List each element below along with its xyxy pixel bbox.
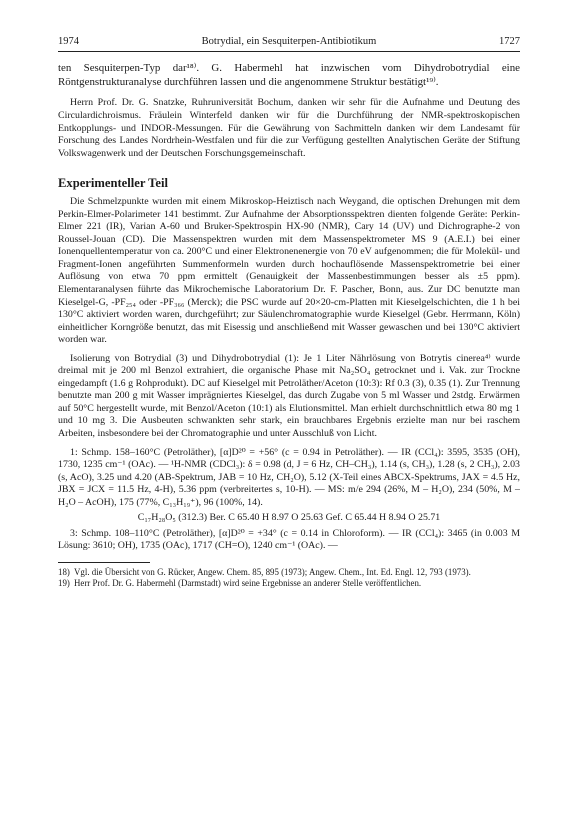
header-title: Botrydial, ein Sesquiterpen-Antibiotikum [201, 36, 377, 47]
compound-1-data: 1: Schmp. 158–160°C (Petroläther), [α]D²⁰ = +56° (c = 0.94 in Petroläther). — IR (CCl₄): 3595, 3535 (OH), 1730, 1235 cm⁻¹ (OAc). — ¹H-NMR (CDCl₃): δ = 0.98 (d, J = 6 Hz, CH–CH₃), 1.14 (s, CH₃), 1.28 (s, 2 CH₃), 2.03 (s, AcO), 3.25 und 4.20 (AB-Spektrum, JAB = 10 Hz, CH₂O), 5.12 (X-Teil eines ABCX-Spektrums, JAX = 4.5 Hz, JBX = JCX = 11.5 Hz, 4-H), 5.36 ppm (verbreitertes s, 10-H). — MS: m/e 294 (26%, M – H₂O), 234 (50%, M – H₂O – AcOH), 175 (77%, C₁₃H₁₉⁺), 96 (100%, 14). [58, 446, 520, 508]
acknowledgement-paragraph: Herrn Prof. Dr. G. Snatzke, Ruhruniversität Bochum, danken wir sehr für die Aufnahme und Deutung des Circulardichroismus. Fräulein Winterfeld danken wir für die Durchführung der NMR-spektroskopischen Entkopplungs- und INDOR-Messungen. Für die Gewährung von Sachmitteln danken wir dem Landesamt für Forschung des Landes Nordrhein-Westfalen und für die zur Verfügung gestellten Analytischen Geräte der Stiftung Volkswagenwerk und der Deutschen Forschungsgemeinschaft. [58, 97, 520, 159]
footnote-number: 19) [58, 577, 70, 588]
header-year: 1974 [58, 36, 79, 47]
footnote-text: Vgl. die Übersicht von G. Rücker, Angew. Chem. 85, 895 (1973); Angew. Chem., Int. Ed. Engl. 12, 793 (1973). [74, 566, 471, 577]
running-header [58, 36, 520, 48]
header-page-number: 1727 [499, 36, 520, 47]
page [58, 36, 520, 589]
elemental-analysis: C₁₇H₂₈O₅ (312.3) Ber. C 65.40 H 8.97 O 25.63 Gef. C 65.44 H 8.94 O 25.71 [137, 512, 441, 524]
isolation-paragraph: Isolierung von Botrydial (3) und Dihydrobotrydial (1): Je 1 Liter Nährlösung von Botrytis cinerea⁴⁾ wurde dreimal mit je 200 ml Benzol extrahiert, die organische Phase mit Na₂SO₄ getrocknet und i. Vak. zur Trockne eingedampft (1.6 g Rohprodukt). DC auf Kieselgel mit Petroläther/Aceton (10:3): Rf 0.3 (3), 0.35 (1). Zur Trennung benutzte man 200 g mit Wasser imprägniertes Kieselgel, das durch Zugabe von 5 ml Wasser und 2stdg. Erwärmen auf 50°C hergestellt wurde, mit Benzol/Aceton (10:1) als Elutionsmittel. Man erhielt durchschnittlich etwa 80 mg 1 und 10 mg 3. Die Ausbeuten schwankten sehr stark, ein brauchbares Ergebnis erzielte man nur bei raschem Arbeiten, insbesondere bei der Chromatographie und unter Ausschluß von Licht. [58, 352, 520, 439]
footnote-text: Herr Prof. Dr. G. Habermehl (Darmstadt) wird seine Ergebnisse an anderer Stelle veröffentlichen. [74, 577, 422, 588]
experimental-paragraph: Die Schmelzpunkte wurden mit einem Mikroskop-Heiztisch nach Weygand, die optischen Drehungen mit dem Perkin-Elmer-Polarimeter 141 bestimmt. Zur Aufnahme der Absorptionsspektren dienten folgende Geräte: Perkin-Elmer 221 (IR), Varian A-60 und Bruker-Spektrospin HX-90 (NMR), Cary 14 (UV) und Dichrographe-2 von Roussel-Jouan (CD). Die Massenspektren wurden mit dem Massenspektrometer MS 9 (A.E.I.) bei einer Ionenquellentemperatur von ca. 200°C und einer Elektronenenergie von 70 eV aufgenommen; die für Molekül- und Fragment-Ionen angeführten Summenformeln wurden durch hochauflösende Massenspektrometrie bei einer Auflösung von etwa 70 ppm ermittelt (Genauigkeit der Massenbestimmungen besser als ±5 ppm). Elementaranalysen führte das Mikrochemische Laboratorium Dr. F. Pascher, Bonn, aus. Zur DC benutzte man Kieselgel-G, -PF₂₅₄ oder -PF₃₆₆ (Merck); die PSC wurde auf 20×20-cm-Platten mit Kieselgelschichten, die 1 h bei 130°C aktiviert worden waren, durchgeführt; zur Säulenchromatographie wurde Kieselgel (Gebr. Herrmann, Köln) einheitlicher Korngröße benutzt, das mit Eisessig und anschließend mit Wasser gewaschen und bei 130°C aktiviert worden war. [58, 196, 520, 346]
section-heading: Experimenteller Teil [58, 176, 168, 191]
compound-3-data: 3: Schmp. 108–110°C (Petroläther), [α]D²⁰ = +34° (c = 0.14 in Chloroform). — IR (CCl₄): 3465 (in 0.003 M Lösung: 3610; OH), 1735 (OAc), 1717 (CH=O), 1240 cm⁻¹ (OAc). — [58, 527, 520, 552]
footnote-18 [58, 567, 520, 578]
footnote-19 [58, 578, 520, 589]
footnote-number: 18) [58, 566, 70, 577]
footnote-rule [58, 562, 150, 563]
intro-paragraph: ten Sesquiterpen-Typ dar¹⁸⁾. G. Habermehl hat inzwischen vom Dihydrobotrydial eine Röntgenstrukturanalyse durchführen lassen und die angenommene Struktur bestätigt¹⁹⁾. [58, 62, 520, 89]
